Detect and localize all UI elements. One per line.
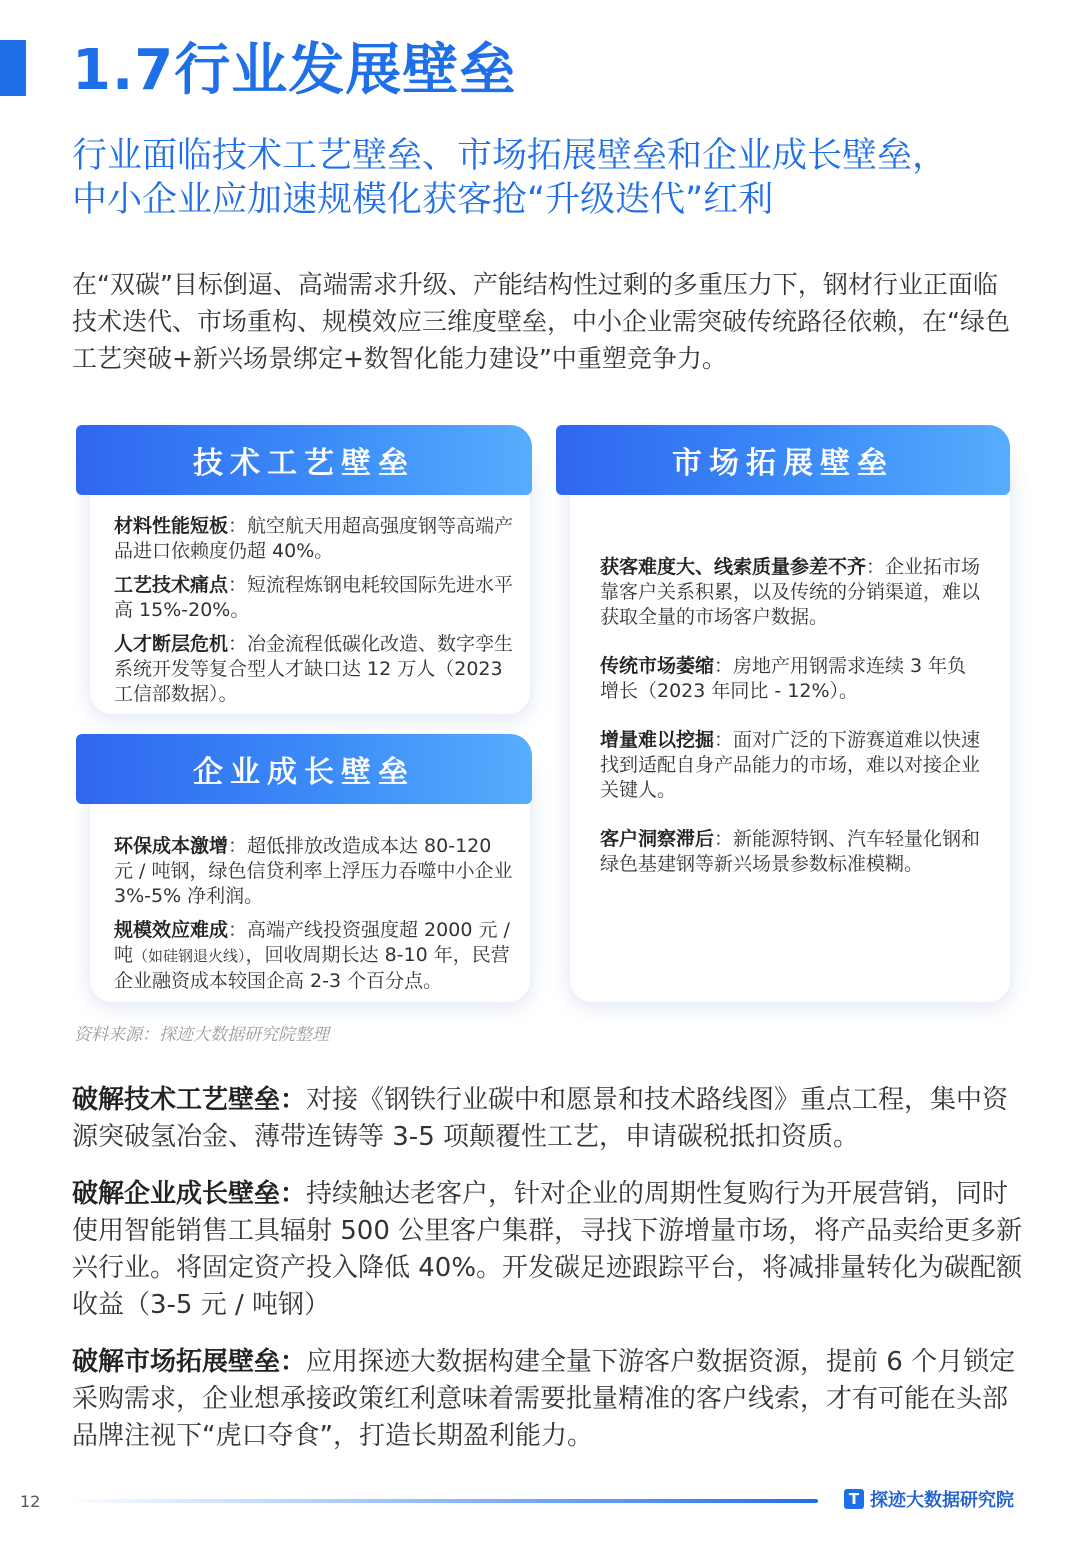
- page-title: 1.7行业发展壁垒: [72, 38, 517, 103]
- card-item: 工艺技术痛点：短流程炼钢电耗较国际先进水平高 15%-20%。: [114, 574, 514, 621]
- page-subtitle: [72, 134, 1062, 222]
- brand-icon: T: [844, 1489, 864, 1509]
- brand-logo: [844, 1486, 1014, 1512]
- title-accent-bar: [0, 40, 26, 96]
- card-growth-body: [114, 834, 514, 1003]
- solution-market: 破解市场拓展壁垒：应用探迹大数据构建全量下游客户数据资源，提前 6 个月锁定采购需求，企业想承接政策红利意味着需要批量精准的客户线索，才有可能在头部品牌注视下“虎口夺食”，打造长期盈利能力。: [72, 1347, 1016, 1451]
- card-item: 人才断层危机：冶金流程低碳化改造、数字孪生系统开发等复合型人才缺口达 12 万人（2023 工信部数据）。: [114, 633, 514, 705]
- card-item: 环保成本激增：超低排放改造成本达 80-120 元 / 吨钢，绿色信贷利率上浮压力吞噬中小企业 3%-5% 净利润。: [114, 835, 513, 907]
- card-tech-header: 技术工艺壁垒: [76, 425, 532, 495]
- card-item: 材料性能短板：航空航天用超高强度钢等高端产品进口依赖度仍超 40%。: [114, 515, 514, 562]
- footer-divider: [62, 1499, 818, 1503]
- solution-growth: 破解企业成长壁垒：持续触达老客户，针对企业的周期性复购行为开展营销，同时使用智能销售工具辐射 500 公里客户集群，寻找下游增量市场，将产品卖给更多新兴行业。将固定资产投入降低 40%。开发碳足迹跟踪平台，将减排量转化为碳配额收益（3-5 元 / 吨钢）: [72, 1179, 1023, 1320]
- card-market-body: [600, 555, 982, 901]
- card-market-barrier: [570, 452, 1010, 1002]
- card-item: 规模效应难成：高端产线投资强度超 2000 元 / 吨（如硅钢退火线），回收周期长达 8-10 年，民营企业融资成本较国企高 2-3 个百分点。: [114, 919, 510, 992]
- card-item: 客户洞察滞后：新能源特钢、汽车轻量化钢和绿色基建钢等新兴场景参数标准模糊。: [600, 828, 981, 875]
- card-market-header: 市场拓展壁垒: [556, 425, 1010, 495]
- subtitle-line-1: 行业面临技术工艺壁垒、市场拓展壁垒和企业成长壁垒，: [72, 136, 948, 176]
- card-item: 传统市场萎缩：房地产用钢需求连续 3 年负增长（2023 年同比 - 12%）。: [600, 655, 967, 702]
- card-item: 增量难以挖掘：面对广泛的下游赛道难以快速找到适配自身产品能力的市场，难以对接企业关键人。: [600, 729, 981, 801]
- card-item: 获客难度大、线索质量参差不齐：企业拓市场靠客户关系积累，以及传统的分销渠道，难以获取全量的市场客户数据。: [600, 556, 981, 628]
- intro-paragraph: 在“双碳”目标倒逼、高端需求升级、产能结构性过剩的多重压力下，钢材行业正面临技术迭代、市场重构、规模效应三维度壁垒，中小企业需突破传统路径依赖，在“绿色工艺突破+新兴场景绑定+数智化能力建设”中重塑竞争力。: [72, 270, 1010, 373]
- subtitle-line-2: 中小企业应加速规模化获客抢“升级迭代”红利: [72, 180, 774, 220]
- source-note: 资料来源：探迹大数据研究院整理: [74, 1025, 329, 1045]
- card-tech-body: [114, 514, 514, 716]
- page-number: 12: [20, 1492, 41, 1511]
- brand-name: 探迹大数据研究院: [870, 1490, 1014, 1511]
- solution-tech: 破解技术工艺壁垒：对接《钢铁行业碳中和愿景和技术路线图》重点工程，集中资源突破氢冶金、薄带连铸等 3-5 项颠覆性工艺，申请碳税抵扣资质。: [72, 1085, 1009, 1152]
- card-growth-header: 企业成长壁垒: [76, 734, 532, 804]
